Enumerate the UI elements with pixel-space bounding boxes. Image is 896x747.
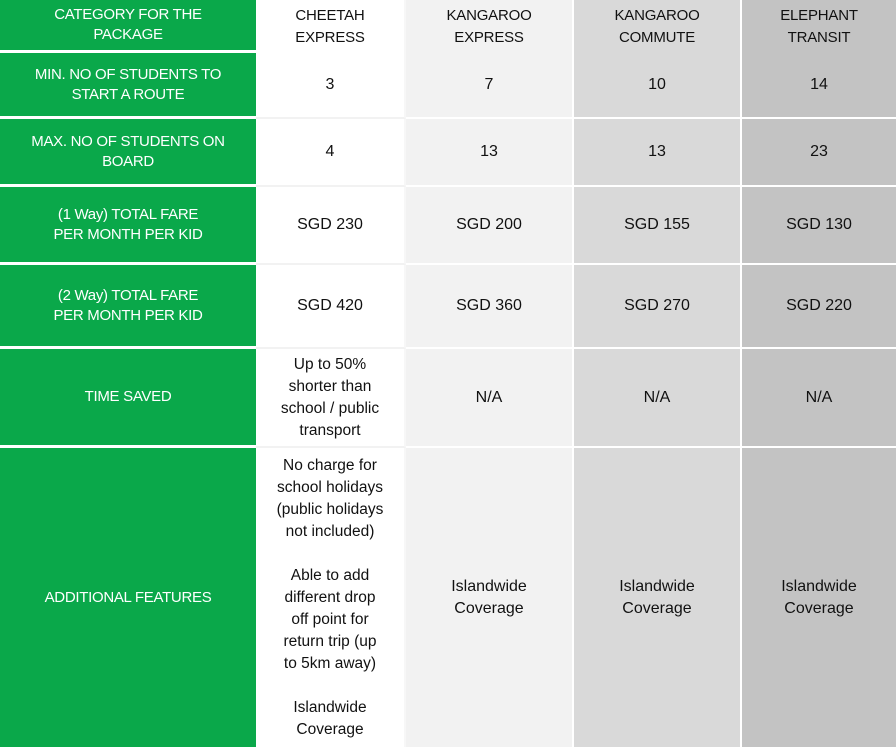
table-cell: SGD 220 xyxy=(742,265,896,349)
corner-header-cell: CATEGORY FOR THE PACKAGE xyxy=(0,0,256,53)
table-cell: SGD 230 xyxy=(256,187,406,265)
package-header-kangaroo-commute: KANGAROO COMMUTE xyxy=(574,0,742,53)
table-cell: 3 xyxy=(256,53,406,119)
table-cell: N/A xyxy=(742,349,896,448)
row-label-max-students: MAX. NO OF STUDENTS ON BOARD xyxy=(0,119,256,187)
package-header-cheetah-express: CHEETAH EXPRESS xyxy=(256,0,406,53)
row-label-one-way-fare: (1 Way) TOTAL FARE PER MONTH PER KID xyxy=(0,187,256,265)
table-cell: Islandwide Coverage xyxy=(406,448,574,747)
table-cell: No charge for school holidays (public holidays not included) Able to add different drop off point for return trip (up to 5km away) Islandwide Coverage xyxy=(256,448,406,747)
table-cell: 10 xyxy=(574,53,742,119)
table-cell: 14 xyxy=(742,53,896,119)
table-cell: SGD 360 xyxy=(406,265,574,349)
table-cell: 4 xyxy=(256,119,406,187)
table-cell: 13 xyxy=(406,119,574,187)
table-cell: Up to 50% shorter than school / public transport xyxy=(256,349,406,448)
table-cell: 23 xyxy=(742,119,896,187)
row-label-two-way-fare: (2 Way) TOTAL FARE PER MONTH PER KID xyxy=(0,265,256,349)
table-cell: Islandwide Coverage xyxy=(742,448,896,747)
table-cell: N/A xyxy=(406,349,574,448)
package-header-kangaroo-express: KANGAROO EXPRESS xyxy=(406,0,574,53)
table-cell: SGD 200 xyxy=(406,187,574,265)
table-cell: SGD 270 xyxy=(574,265,742,349)
row-label-min-students: MIN. NO OF STUDENTS TO START A ROUTE xyxy=(0,53,256,119)
table-cell: SGD 155 xyxy=(574,187,742,265)
table-cell: Islandwide Coverage xyxy=(574,448,742,747)
row-label-time-saved: TIME SAVED xyxy=(0,349,256,448)
table-cell: 7 xyxy=(406,53,574,119)
table-cell: N/A xyxy=(574,349,742,448)
table-cell: 13 xyxy=(574,119,742,187)
row-label-additional-features: ADDITIONAL FEATURES xyxy=(0,448,256,747)
table-cell: SGD 420 xyxy=(256,265,406,349)
package-header-elephant-transit: ELEPHANT TRANSIT xyxy=(742,0,896,53)
table-cell: SGD 130 xyxy=(742,187,896,265)
